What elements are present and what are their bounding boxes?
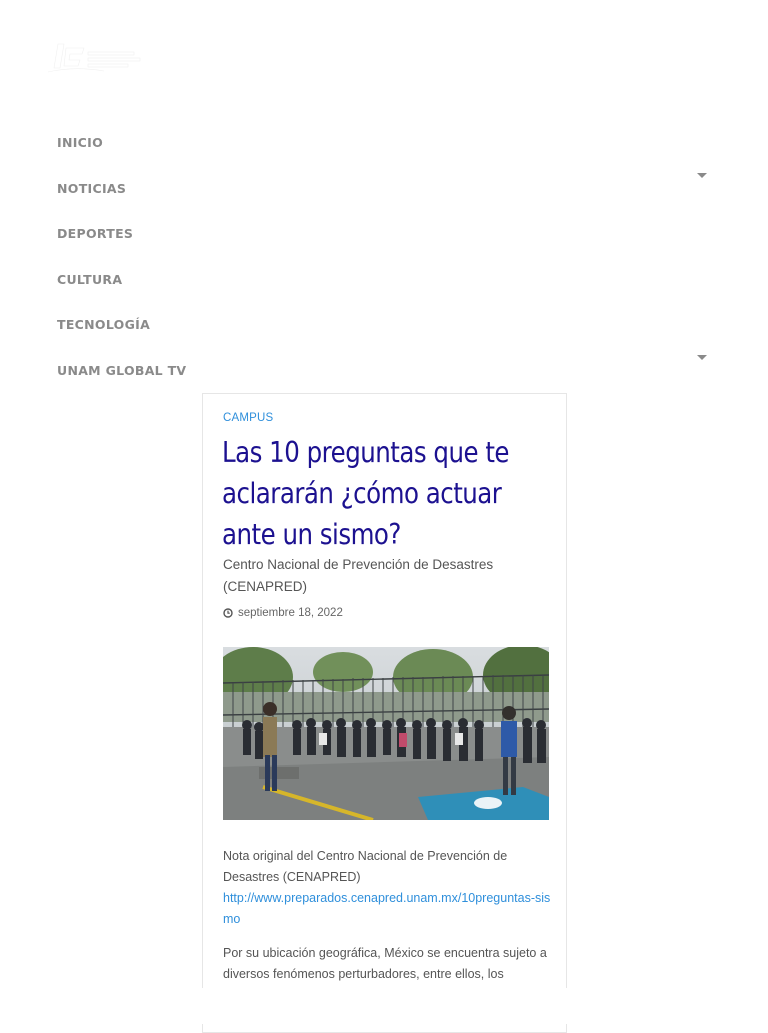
- article-category-link[interactable]: CAMPUS: [223, 412, 274, 424]
- nav-item-unam-global-tv[interactable]: UNAM GLOBAL TV: [57, 363, 187, 378]
- article-title: [222, 432, 509, 555]
- article-author: Centro Nacional de Prevención de Desastres (CENAPRED): [223, 557, 494, 594]
- article-date-text: septiembre 18, 2022: [238, 607, 343, 619]
- article-date: [223, 605, 343, 621]
- article-title-line: aclararán ¿cómo actuar: [222, 477, 502, 510]
- article-intro-text: Nota original del Centro Nacional de Prevención de Desastres (CENAPRED): [223, 849, 508, 884]
- nav-item-deportes[interactable]: DEPORTES: [57, 226, 134, 241]
- source-link[interactable]: http://www.preparados.cenapred.unam.mx/10preguntas-sismo: [223, 891, 551, 926]
- site-logo[interactable]: [44, 38, 144, 78]
- article-title-line: Las 10 preguntas que te: [222, 436, 509, 469]
- article-card: [202, 393, 567, 1033]
- article-title-line: ante un sismo?: [222, 518, 401, 551]
- clock-icon: [223, 608, 233, 618]
- site-header: [0, 0, 768, 110]
- viewport-cutoff: [0, 988, 768, 1024]
- earthquake-drill-photo: [223, 647, 549, 820]
- unam-global-tv-submenu-caret-icon[interactable]: [697, 355, 707, 360]
- nav-item-cultura[interactable]: CULTURA: [57, 272, 123, 287]
- article-intro: [223, 846, 553, 930]
- nav-item-inicio[interactable]: INICIO: [57, 135, 104, 150]
- noticias-submenu-caret-icon[interactable]: [697, 173, 707, 178]
- article-photo[interactable]: [223, 647, 549, 820]
- nav-item-tecnologia[interactable]: TECNOLOGÍA: [57, 317, 151, 332]
- nav-item-noticias[interactable]: NOTICIAS: [57, 181, 127, 196]
- article-paragraph: Por su ubicación geográfica, México se encuentra sujeto a diversos fenómenos perturbadores, entre ellos, los: [223, 946, 547, 981]
